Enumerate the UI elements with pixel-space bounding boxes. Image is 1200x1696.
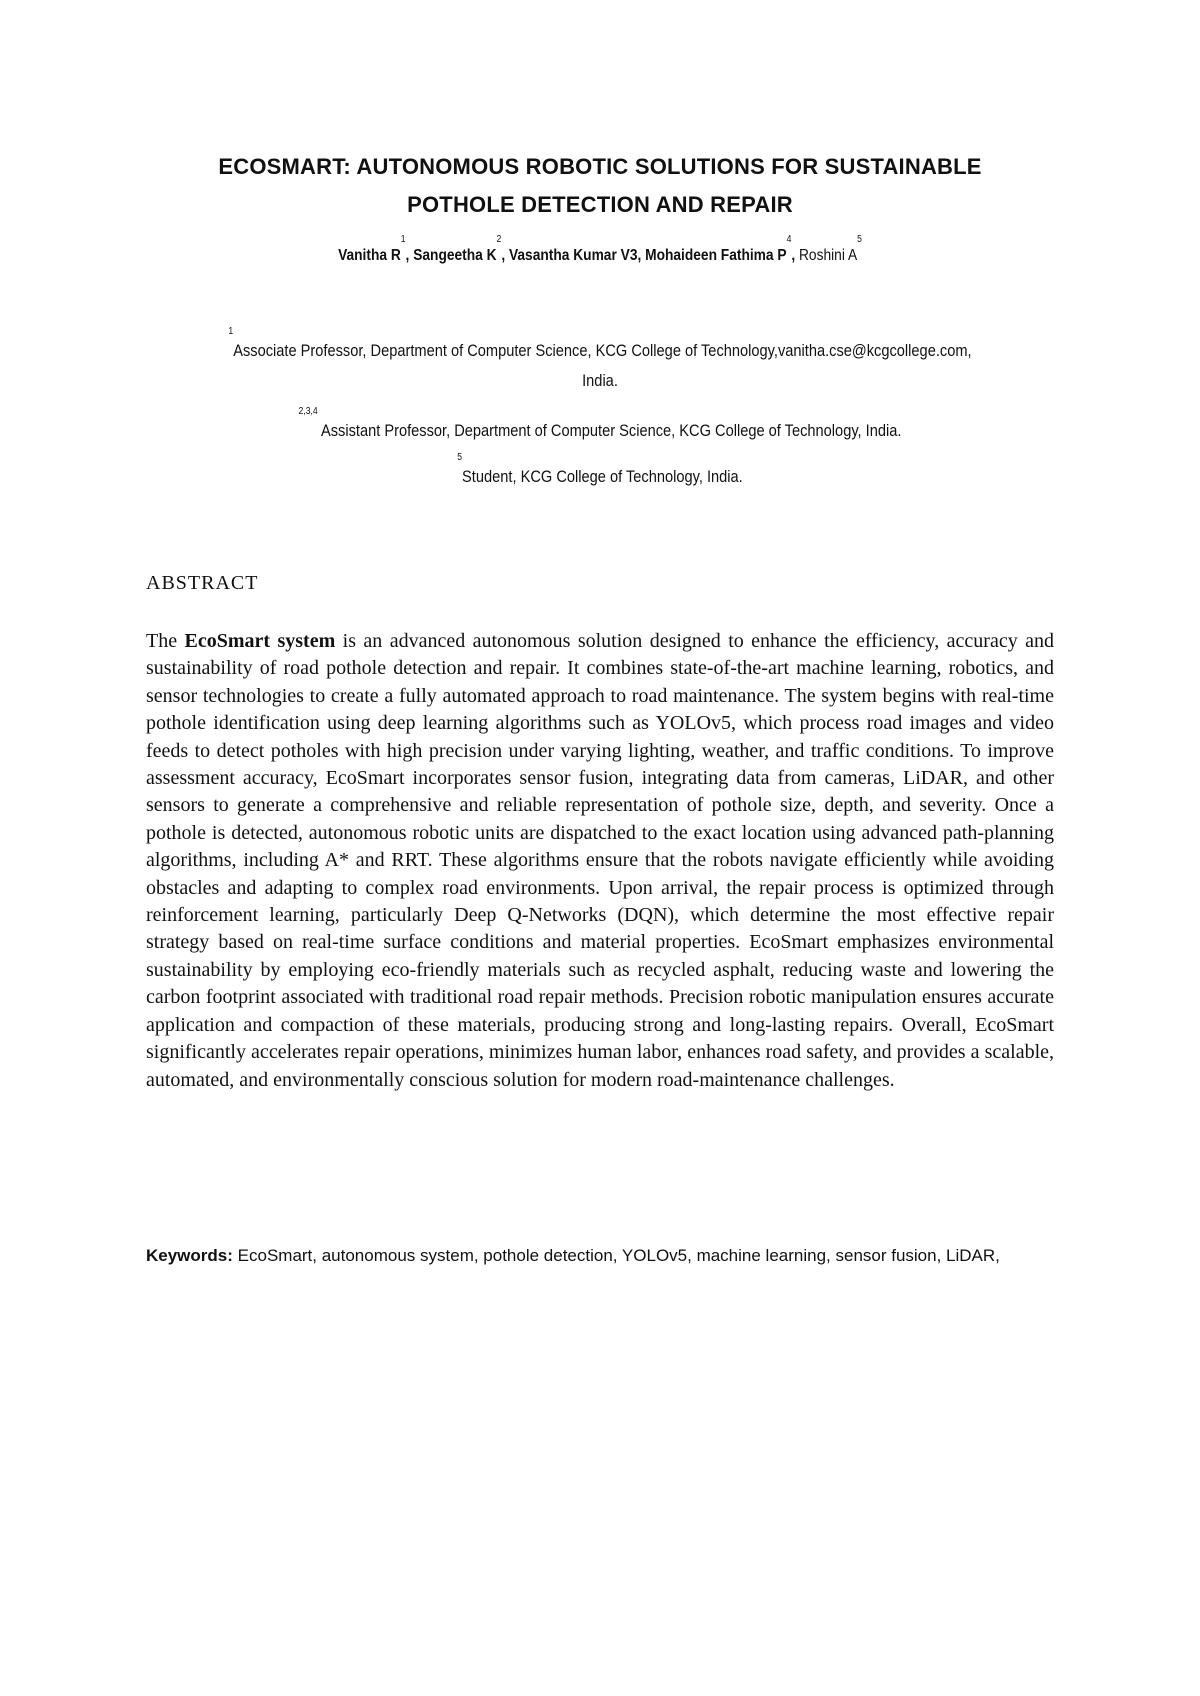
author-separator: , (501, 247, 509, 264)
affiliation-sup: 2,3,4 (298, 406, 318, 417)
keywords-text: EcoSmart, autonomous system, pothole detection, YOLOv5, machine learning, sensor fusion, LiDAR, (232, 1246, 1000, 1265)
author-sup: 5 (857, 234, 862, 245)
author-name: Vanitha R (338, 247, 401, 264)
author-name: Roshini A (798, 247, 858, 264)
paper-title (140, 148, 1060, 224)
affiliation-1-text: Associate Professor, Department of Computer Science, KCG College of Technology,vanitha.cse@kcgcollege.com, (233, 341, 972, 360)
affiliation-2-text: Assistant Professor, Department of Computer Science, KCG College of Technology, India. (317, 421, 902, 440)
affiliation-3 (179, 452, 1022, 492)
affiliation-sup: 1 (228, 326, 234, 337)
abstract-text: is an advanced autonomous solution designed to enhance the efficiency, accuracy and sustainability of road pothole detection and repair. It combines state-of-the-art machine learning, robotics, and sensor technologies to create a fully automated approach to road maintenance. The system begins with real-time pothole identification using deep learning algorithms such as YOLOv5, which process road images and video feeds to detect potholes with high precision under varying lighting, weather, and traffic conditions. To improve assessment accuracy, EcoSmart incorporates sensor fusion, integrating data from cameras, LiDAR, and other sensors to generate a comprehensive and reliable representation of pothole size, depth, and severity. Once a pothole is detected, autonomous robotic units are dispatched to the exact location using advanced path-planning algorithms, including A* and RRT. These algorithms ensure that the robots navigate efficiently while avoiding obstacles and adapting to complex road environments. Upon arrival, the repair process is optimized through reinforcement learning, particularly Deep Q-Networks (DQN), which determine the most effective repair strategy based on real-time surface conditions and material properties. EcoSmart emphasizes environmental sustainability by employing eco-friendly materials such as recycled asphalt, reducing waste and lowering the carbon footprint associated with traditional road repair methods. Precision robotic manipulation ensures accurate application and compaction of these materials, producing strong and long-lasting repairs. Overall, EcoSmart significantly accelerates repair operations, minimizes human labor, enhances road safety, and provides a scalable, automated, and environmentally conscious solution for modern road-maintenance challenges. (146, 630, 1054, 1091)
affiliation-1 (179, 326, 1022, 396)
affiliation-sup: 5 (457, 452, 463, 463)
affiliation-1-line-2: India. (582, 371, 618, 390)
author-name: Vasantha Kumar V3 (508, 247, 638, 264)
affiliation-1-line-1 (179, 326, 1022, 366)
author-separator: , (405, 247, 414, 264)
author-sup: 2 (496, 234, 502, 245)
author-separator: , (791, 247, 799, 264)
abstract-lead: The (146, 630, 185, 652)
author-list (204, 234, 995, 268)
title-line-2: POTHOLE DETECTION AND REPAIR (407, 192, 793, 217)
author-name: Sangeetha K (413, 247, 497, 264)
abstract-body (146, 628, 1054, 1094)
author-name: Mohaideen Fathima P (645, 247, 787, 264)
abstract-heading: ABSTRACT (146, 572, 259, 594)
affiliation-2 (179, 406, 1022, 446)
abstract-bold-term: EcoSmart system (184, 630, 336, 652)
keywords-label: Keywords: (146, 1246, 233, 1265)
author-sup: 4 (786, 234, 792, 245)
affiliation-3-text: Student, KCG College of Technology, India. (462, 467, 743, 486)
keywords (146, 1242, 1046, 1270)
author-separator: , (637, 247, 646, 264)
author-sup: 1 (400, 234, 406, 245)
title-line-1: ECOSMART: AUTONOMOUS ROBOTIC SOLUTIONS FOR SUSTAINABLE (218, 154, 982, 179)
